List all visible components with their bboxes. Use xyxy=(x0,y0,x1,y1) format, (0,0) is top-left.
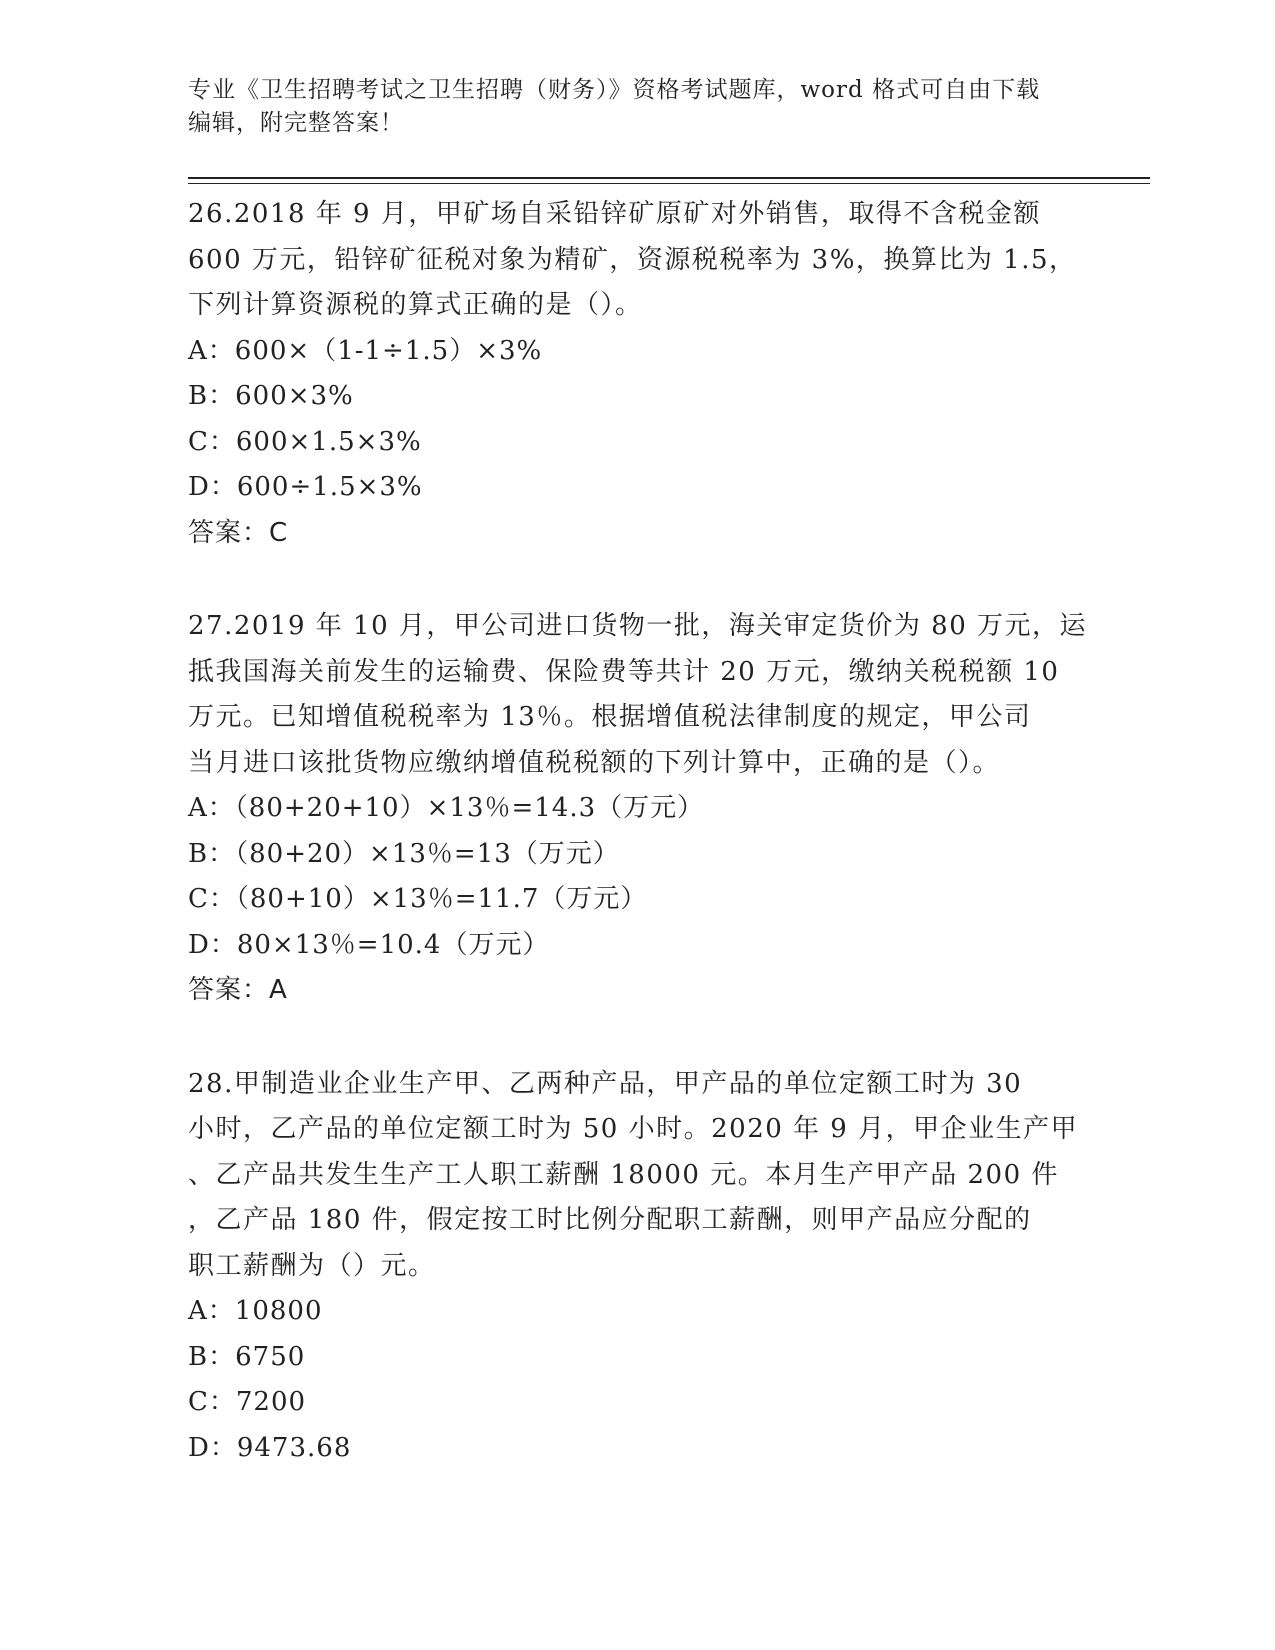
stem-line: 职工薪酬为（）元。 xyxy=(188,1250,436,1281)
option-b: B：6750 xyxy=(188,1341,306,1372)
stem-line: 、乙产品共发生生产工人职工薪酬 18000 元。本月生产甲产品 200 件 xyxy=(188,1159,1059,1190)
document-header xyxy=(188,74,1088,140)
stem-line: 26.2018 年 9 月，甲矿场自采铅锌矿原矿对外销售，取得不含税金额 xyxy=(188,199,1041,229)
option-b: B：（80+20）×13％=13（万元） xyxy=(188,838,620,869)
header-line-1: 专业《卫生招聘考试之卫生招聘（财务）》资格考试题库，word 格式可自由下载 xyxy=(188,77,1041,103)
option-b: B：600×3% xyxy=(188,381,354,411)
stem-line: 当月进口该批货物应缴纳增值税税额的下列计算中，正确的是（）。 xyxy=(188,747,1001,778)
question-27 xyxy=(188,604,1088,1014)
option-c: C：（80+10）×13％=11.7（万元） xyxy=(188,884,648,914)
stem-line: 27.2019 年 10 月，甲公司进口货物一批，海关审定货价为 80 万元，运 xyxy=(188,611,1088,641)
stem-line: 600 万元，铅锌矿征税对象为精矿，资源税税率为 3%，换算比为 1.5， xyxy=(188,244,1077,275)
option-c: C：600×1.5×3% xyxy=(188,426,422,457)
option-d: D：80×13％=10.4（万元） xyxy=(188,929,550,960)
header-divider-thin xyxy=(188,183,1150,184)
option-c: C：7200 xyxy=(188,1387,307,1417)
stem-line: 下列计算资源税的算式正确的是（）。 xyxy=(188,290,643,320)
answer-line: 答案：C xyxy=(188,517,289,548)
option-d: D：9473.68 xyxy=(188,1432,352,1463)
question-stem xyxy=(188,604,1088,786)
question-stem xyxy=(188,1062,1088,1290)
option-a: A：600×（1-1÷1.5）×3% xyxy=(188,335,543,366)
option-a: A：10800 xyxy=(188,1296,323,1326)
question-28 xyxy=(188,1062,1088,1472)
header-divider-thick xyxy=(188,177,1150,179)
header-line-2: 编辑，附完整答案！ xyxy=(188,110,404,136)
question-26 xyxy=(188,192,1088,556)
stem-line: 万元。已知增值税税率为 13％。根据增值税法律制度的规定，甲公司 xyxy=(188,702,1032,732)
stem-line: 28.甲制造业企业生产甲、乙两种产品，甲产品的单位定额工时为 30 xyxy=(188,1068,1023,1099)
stem-line: 小时，乙产品的单位定额工时为 50 小时。2020 年 9 月，甲企业生产甲 xyxy=(188,1114,1079,1144)
stem-line: 抵我国海关前发生的运输费、保险费等共计 20 万元，缴纳关税税额 10 xyxy=(188,656,1060,687)
question-stem xyxy=(188,192,1088,329)
option-a: A：（80+20+10）×13％=14.3（万元） xyxy=(188,793,705,823)
option-d: D：600÷1.5×3% xyxy=(188,472,423,502)
question-list xyxy=(188,192,1088,1519)
answer-line: 答案：A xyxy=(188,975,288,1005)
stem-line: ，乙产品 180 件，假定按工时比例分配职工薪酬，则甲产品应分配的 xyxy=(188,1205,1032,1235)
